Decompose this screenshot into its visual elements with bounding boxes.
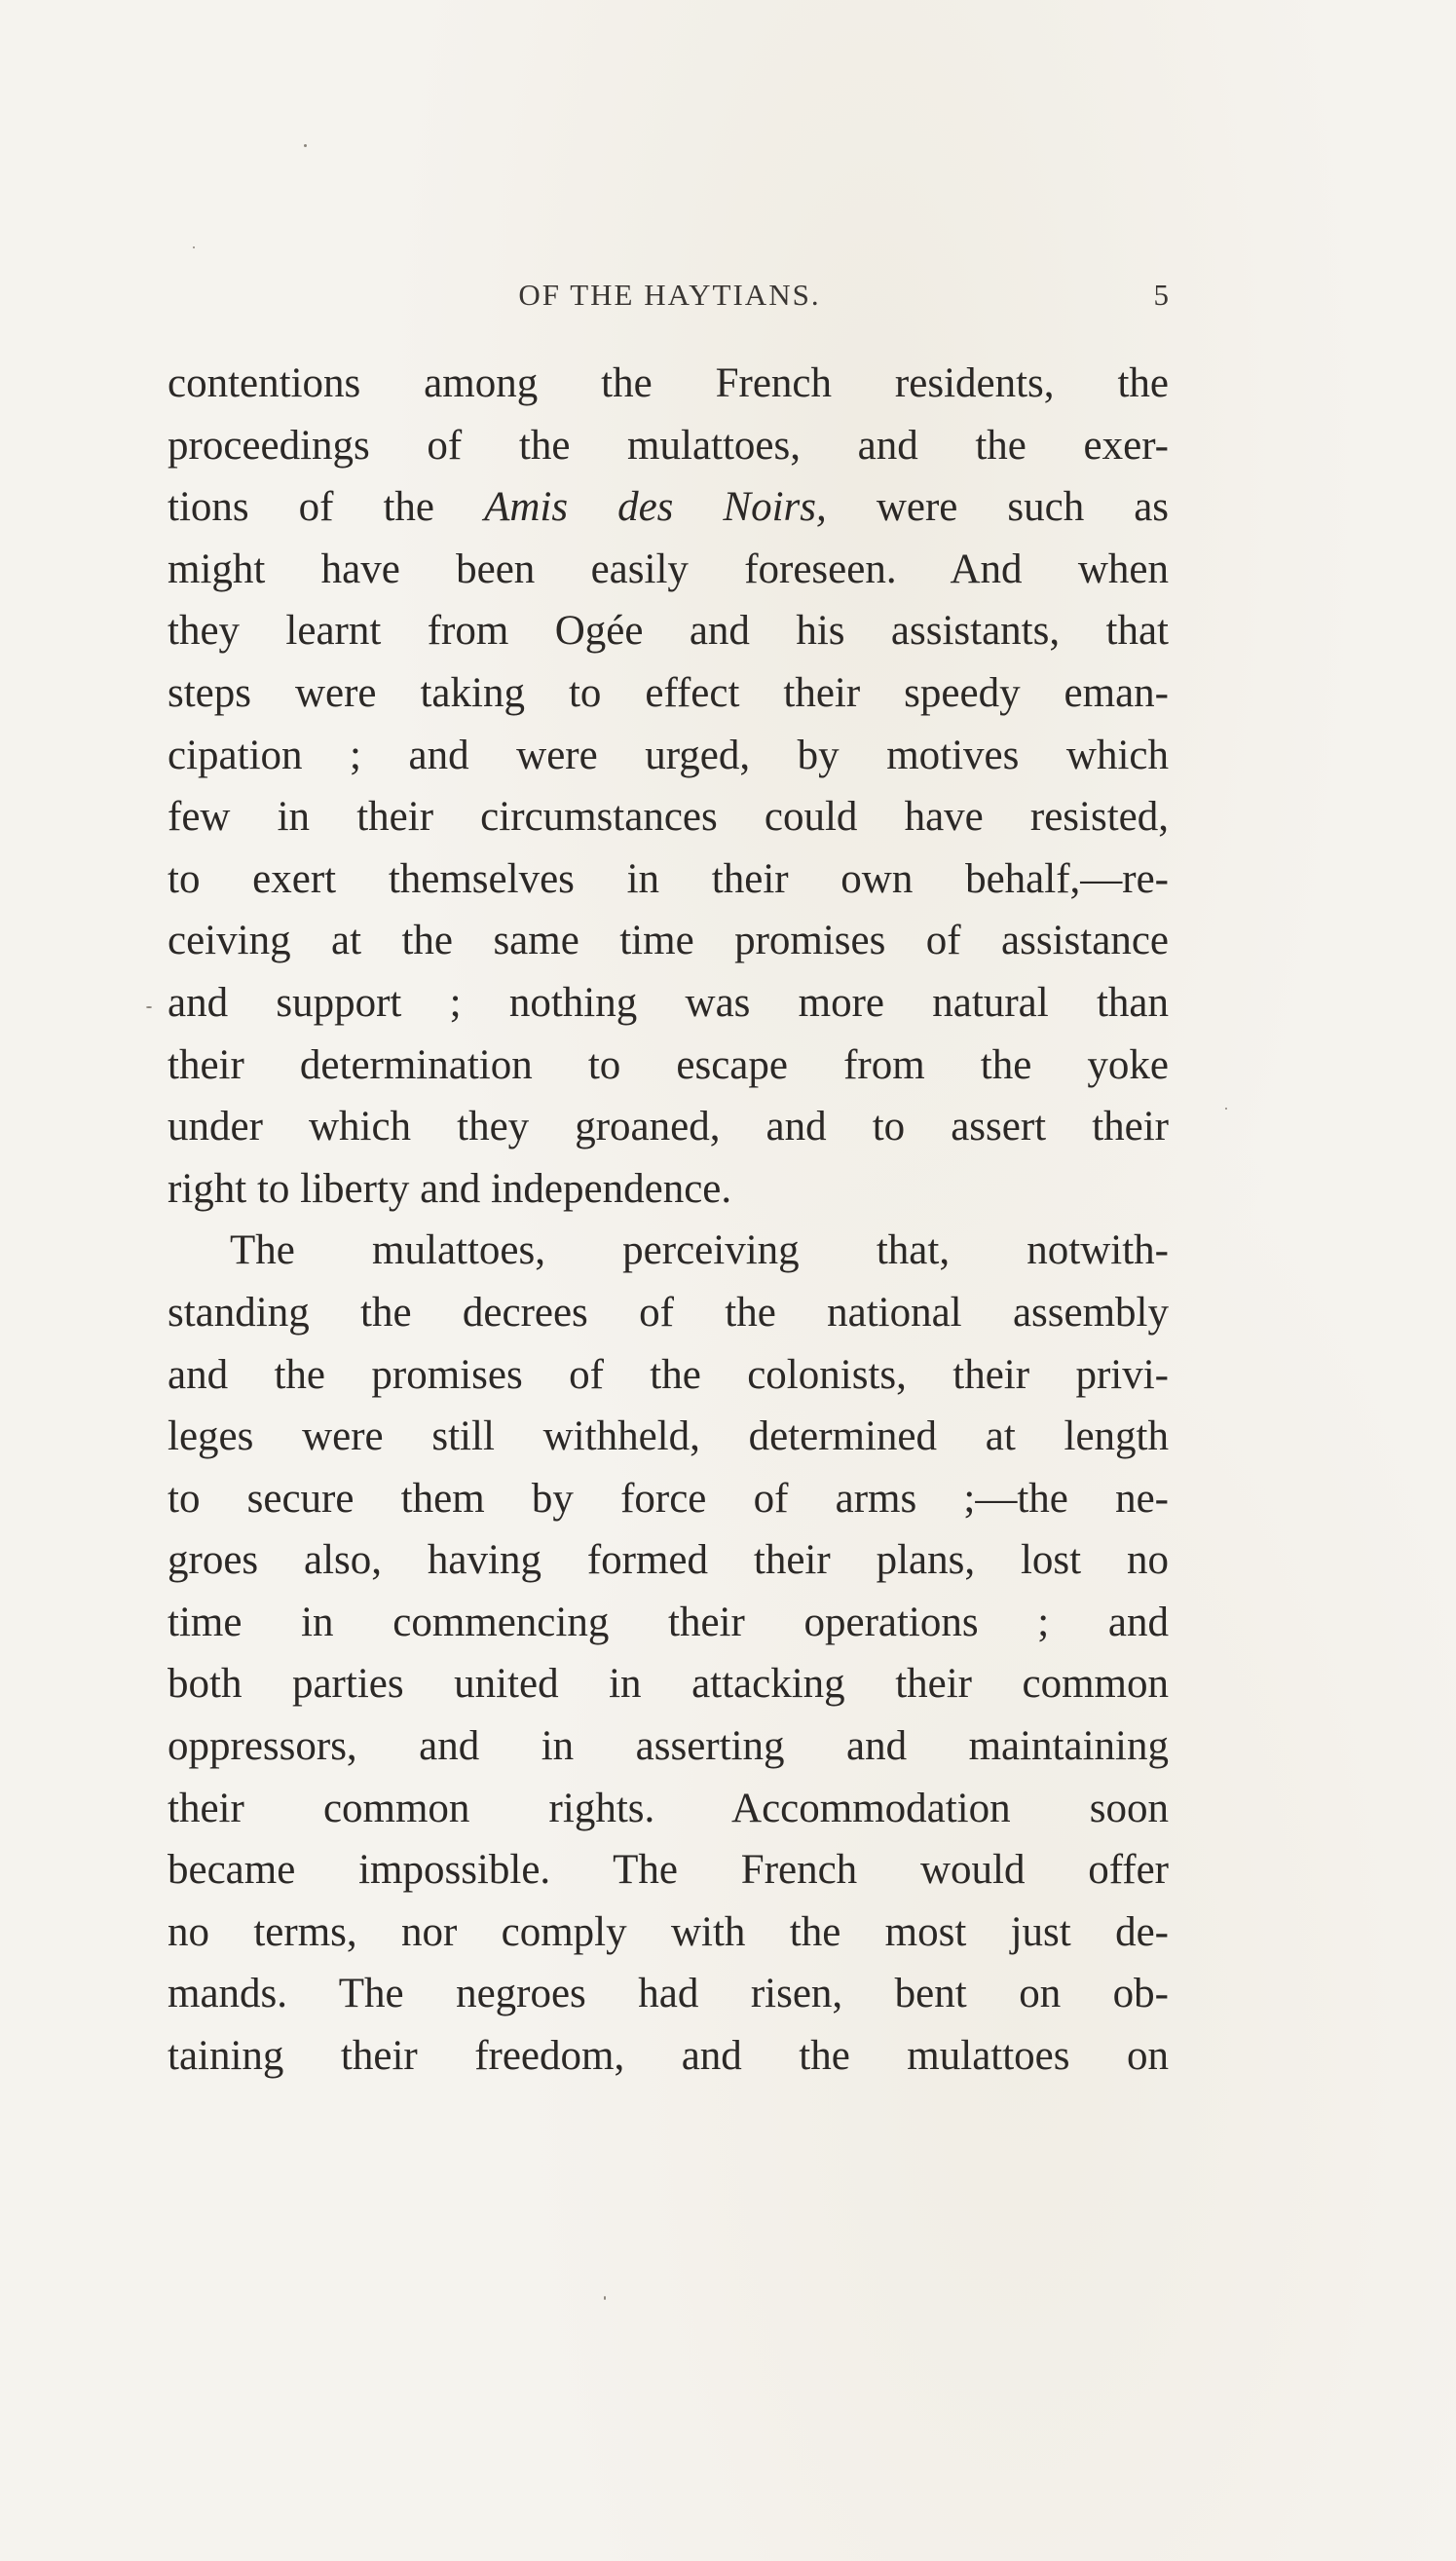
text-line-end: were such as	[876, 484, 1170, 531]
text-line: right to liberty and independence.	[168, 1165, 732, 1212]
paper-speck	[304, 144, 307, 147]
text-line: few in their circumstances could have resisted,	[168, 794, 1169, 841]
text-line: steps were taking to effect their speedy eman-	[168, 669, 1169, 716]
text-line: time in commencing their operations ; and	[168, 1599, 1169, 1645]
text-line: The mulattoes, perceiving that, notwith-	[230, 1227, 1169, 1274]
paper-speck	[146, 1006, 152, 1008]
page-number: 5	[1153, 278, 1169, 312]
text-line: taining their freedom, and the mulattoes on	[168, 2033, 1169, 2080]
text-line: might have been easily foreseen. And when	[168, 546, 1169, 592]
text-line: their common rights. Accommodation soon	[168, 1785, 1169, 1831]
text-line: to secure them by force of arms ;—the ne-	[168, 1475, 1169, 1522]
italic-phrase: Amis des Noirs,	[484, 484, 827, 531]
text-line: cipation ; and were urged, by motives which	[168, 732, 1169, 778]
paper-speck	[1225, 1108, 1227, 1110]
text-line: standing the decrees of the national assembly	[168, 1289, 1169, 1336]
text-line: proceedings of the mulattoes, and the exer-	[168, 422, 1169, 469]
text-line: leges were still withheld, determined at length	[168, 1413, 1169, 1460]
text-line: they learnt from Ogée and his assistants, that	[168, 608, 1169, 655]
running-head	[170, 278, 1169, 326]
text-line	[168, 476, 1169, 539]
text-line: mands. The negroes had risen, bent on ob-	[168, 1971, 1169, 2017]
text-line: no terms, nor comply with the most just de-	[168, 1908, 1169, 1955]
text-line: oppressors, and in asserting and maintaining	[168, 1723, 1169, 1770]
paper-speck	[193, 246, 195, 248]
text-line: to exert themselves in their own behalf,—re-	[168, 855, 1169, 902]
text-line: became impossible. The French would offer	[168, 1847, 1169, 1894]
body-text	[168, 353, 1169, 2088]
text-line-start: tions of the	[168, 484, 435, 531]
text-line: groes also, having formed their plans, lost no	[168, 1537, 1169, 1584]
text-line: and the promises of the colonists, their privi-	[168, 1351, 1169, 1398]
text-line: and support ; nothing was more natural than	[168, 979, 1169, 1026]
text-line: under which they groaned, and to assert their	[168, 1104, 1169, 1150]
running-title: OF THE HAYTIANS.	[518, 278, 821, 312]
paper-speck	[604, 2296, 606, 2300]
text-line: contentions among the French residents, the	[168, 360, 1169, 406]
text-line: their determination to escape from the yoke	[168, 1041, 1169, 1088]
text-line: both parties united in attacking their common	[168, 1661, 1169, 1708]
text-line: ceiving at the same time promises of assistance	[168, 918, 1169, 964]
